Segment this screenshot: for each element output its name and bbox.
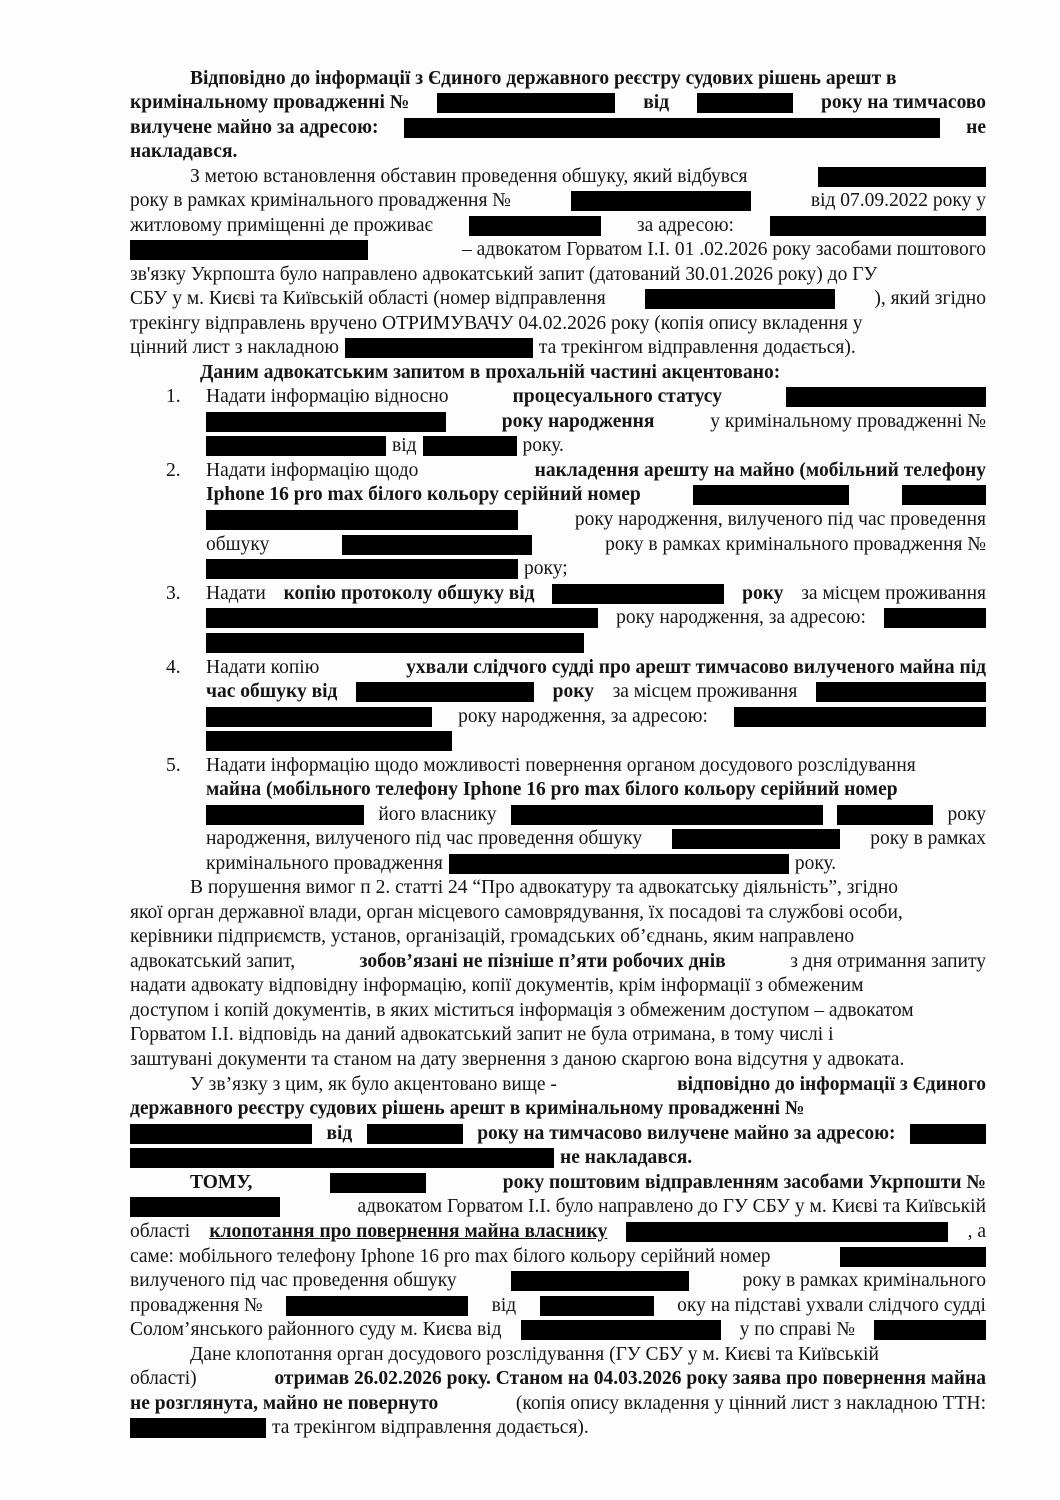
text: зв'язку Укрпошта було направлено адвокатський запит (датований 30.01.2026 року) до ГУ: [130, 264, 878, 285]
redaction-box: [818, 167, 986, 187]
p3-line-6: [130, 999, 986, 1023]
text: вилучене майно за адресою:: [130, 117, 379, 138]
redaction-box: [693, 485, 849, 505]
text: та трекінгом відправлення додається).: [272, 1417, 589, 1438]
text: не накладався.: [560, 1147, 693, 1168]
redaction-box: [910, 1124, 986, 1144]
text: від 07.09.2022 року у: [810, 190, 986, 211]
text: від: [491, 1295, 517, 1316]
redaction-box: [786, 387, 986, 407]
text: СБУ у м. Києві та Київській області (номер відправлення: [130, 288, 606, 309]
text: якої орган державної влади, орган місцевого самоврядування, їх посадові та службові особи,: [130, 902, 903, 923]
text: Солом’янського районного суду м. Києва від: [130, 1319, 502, 1340]
text: не: [966, 117, 986, 138]
text: Надати інформацію щодо можливості повернення органом досудового розслідування: [206, 755, 916, 776]
p3-line-4: [130, 950, 986, 974]
redaction-box: [286, 1296, 468, 1316]
item5-line-1: [206, 754, 986, 778]
redaction-box: [521, 1320, 721, 1340]
text: час обшуку від: [206, 681, 338, 702]
p3-line-8: [130, 1048, 986, 1072]
text: адвокатський запит,: [130, 951, 296, 972]
redaction-box: [423, 436, 517, 456]
item2-line-4: [206, 533, 986, 557]
text: провадження №: [130, 1295, 263, 1316]
text: обшуку: [206, 534, 270, 555]
text: року.: [522, 435, 564, 456]
text: відповідно до інформації з Єдиного: [677, 1074, 986, 1095]
redaction-box: [330, 1173, 426, 1193]
p2-line-3: [130, 214, 986, 238]
text: адвокатом Горватом І.І. було направлено до ГУ СБУ у м. Києві та Київській: [357, 1196, 986, 1217]
text: З метою встановлення обставин проведення обшуку, який відбувся: [190, 166, 748, 187]
text: за місцем проживання: [801, 583, 986, 604]
redaction-box: [449, 854, 789, 874]
request-heading: [200, 361, 1056, 385]
text: року: [947, 804, 986, 825]
redaction-box: [816, 682, 986, 702]
text: року в рамках кримінального провадження №: [605, 534, 986, 555]
item4-line-3: [206, 705, 986, 729]
redaction-box: [511, 1271, 689, 1291]
text: керівники підприємств, установ, організацій, громадських об’єднань, яким направлено: [130, 926, 855, 947]
text: року: [552, 681, 594, 702]
redaction-box: [404, 118, 940, 138]
redaction-box: [837, 805, 933, 825]
redaction-box: [206, 412, 446, 432]
text: оку на підставі ухвали слідчого судді: [677, 1295, 986, 1316]
item1-line-2: [206, 410, 986, 434]
p2-line-1: [190, 165, 986, 189]
p3-line-1: [190, 876, 986, 900]
redaction-box: [552, 584, 724, 604]
redaction-box: [356, 682, 534, 702]
text: його власнику: [378, 804, 497, 825]
text: Iphone 16 pro max білого кольору серійний номер: [206, 484, 641, 505]
item2-line-2: [206, 483, 986, 507]
item4-line-1: [206, 656, 986, 680]
text: від: [326, 1123, 353, 1144]
list-number: 3.: [166, 583, 181, 604]
redaction-box: [469, 216, 601, 236]
text: від: [392, 435, 417, 456]
item4-line-2: [206, 680, 986, 704]
redaction-box: [697, 93, 793, 113]
redaction-box: [571, 191, 751, 211]
text: області): [130, 1368, 197, 1389]
item5-line-2: [206, 778, 986, 802]
p2-line-5: [130, 263, 986, 287]
text: процесуального статусу: [512, 386, 722, 407]
p5-line-3: [130, 1220, 986, 1244]
redaction-box: [206, 633, 584, 653]
item5-line-3: [206, 803, 986, 827]
text: накладення арешту на майно (мобільний телефону: [534, 460, 986, 481]
text: області: [130, 1221, 191, 1242]
text: Надати: [206, 583, 266, 604]
redaction-box: [130, 1197, 280, 1217]
redaction-box: [511, 805, 823, 825]
text: року.: [794, 853, 837, 874]
item3-line-3: [206, 631, 986, 655]
redaction-box: [884, 608, 986, 628]
redaction-box: [626, 1222, 948, 1242]
p4-line-2: [130, 1097, 986, 1121]
p5-line-4: [130, 1245, 986, 1269]
text: майна (мобільного телефону Iphone 16 pro max білого кольору серійний номер: [206, 779, 898, 800]
text: не розглянута, майно не повернуто: [130, 1393, 439, 1414]
p5-line-6: [130, 1294, 986, 1318]
p3-line-3: [130, 925, 986, 949]
text: року народження, за адресою:: [616, 607, 866, 628]
p2-line-6: [130, 287, 986, 311]
redaction-box: [672, 829, 840, 849]
text: Відповідно до інформації з Єдиного державного реєстру судових рішень арешт в: [190, 68, 897, 89]
p2-line-8: [130, 336, 986, 360]
text: та трекінгом відправлення додається).: [538, 337, 856, 358]
p1-line-3: [130, 116, 986, 140]
text: Горватом І.І. відповідь на даний адвокатський запит не була отримана, в тому числі і: [130, 1024, 834, 1045]
text: – адвокатом Горватом І.І. 01 .02.2026 року засобами поштового: [462, 239, 986, 260]
text: (копія опису вкладення у цінний лист з накладною ТТН:: [515, 1393, 986, 1414]
p1-line-1: [190, 67, 986, 91]
text: за місцем проживання: [612, 681, 798, 702]
text: Надати інформацію щодо: [206, 460, 419, 481]
text: у кримінальному провадженні №: [710, 411, 986, 432]
redaction-box: [345, 338, 533, 358]
text: року поштовим відправленням засобами Укрпошти №: [502, 1172, 986, 1193]
text: Даним адвокатським запитом в прохальній частині акцентовано:: [200, 362, 781, 383]
text: державного реєстру судових рішень арешт в кримінальному провадженні №: [130, 1098, 805, 1119]
p6-line-3: [130, 1392, 986, 1416]
redaction-box: [206, 559, 518, 579]
p6-line-4: [130, 1416, 986, 1440]
text: року;: [524, 558, 568, 579]
redaction-box: [206, 731, 452, 751]
p1-line-2: [130, 91, 986, 115]
item1-line-3: [206, 434, 986, 458]
item1-line-1: [206, 385, 986, 409]
p5-line-1: [190, 1171, 986, 1195]
redaction-box: [206, 805, 364, 825]
redaction-box: [874, 1320, 986, 1340]
text: ухвали слідчого судді про арешт тимчасово вилученого майна під: [406, 657, 986, 678]
text: Надати копію: [206, 657, 320, 678]
text: заштувані документи та станом на дату звернення з даною скаргою вона відсутня у адвоката.: [130, 1049, 905, 1070]
item5-line-4: [206, 827, 986, 851]
p4-line-3: [130, 1122, 986, 1146]
text: від: [643, 92, 670, 113]
text: з дня отримання запиту: [790, 951, 986, 972]
text: ), який згідно: [874, 288, 986, 309]
text: за адресою:: [636, 215, 734, 236]
p2-line-4: [130, 238, 986, 262]
text: доступом і копій документів, в яких міститься інформація з обмеженим доступом – адвокатом: [130, 1000, 914, 1021]
text: року народження, за адресою:: [458, 706, 708, 727]
redaction-box: [734, 707, 986, 727]
redaction-box: [130, 1418, 266, 1438]
list-number: 2.: [166, 460, 181, 481]
item3-line-1: [206, 582, 986, 606]
redaction-box: [206, 707, 432, 727]
text: року на тимчасово вилучене майно за адресою:: [477, 1123, 896, 1144]
p2-line-2: [130, 189, 986, 213]
text: саме: мобільного телефону Iphone 16 pro max білого кольору серійний номер: [130, 1246, 771, 1267]
text: року в рамках кримінального провадження №: [130, 190, 511, 211]
p6-line-1: [190, 1343, 986, 1367]
redaction-box: [437, 93, 615, 113]
text: Надати інформацію відносно: [206, 386, 449, 407]
text: року народження: [501, 411, 655, 432]
p4-line-4: [130, 1146, 986, 1170]
p3-line-7: [130, 1023, 986, 1047]
text: вилученого під час проведення обшуку: [130, 1270, 457, 1291]
text: кримінальному провадженні №: [130, 92, 410, 113]
p5-line-2: [130, 1195, 986, 1219]
text: року: [742, 583, 784, 604]
p4-line-1: [190, 1073, 986, 1097]
text: надати адвокату відповідну інформацію, копії документів, крім інформації з обмеженим: [130, 975, 864, 996]
text: року в рамках кримінального: [742, 1270, 986, 1291]
redaction-box: [130, 240, 368, 260]
redaction-box: [130, 1124, 312, 1144]
text: ТОМУ,: [190, 1172, 253, 1193]
item4-line-4: [206, 729, 986, 753]
redaction-box: [770, 216, 986, 236]
redaction-box: [367, 1124, 463, 1144]
text: цінний лист з накладною: [130, 337, 339, 358]
p3-line-5: [130, 974, 986, 998]
p6-line-2: [130, 1367, 986, 1391]
text: у по справі №: [739, 1319, 855, 1340]
text: народження, вилученого під час проведення обшуку: [206, 828, 643, 849]
redaction-box: [840, 1247, 986, 1267]
p2-line-7: [130, 312, 986, 336]
text: накладався.: [130, 141, 238, 162]
text: В порушення вимог п 2. статті 24 “Про адвокатуру та адвокатську діяльність”, згідно: [190, 877, 898, 898]
text: кримінального провадження: [206, 853, 443, 874]
p5-line-7: [130, 1318, 986, 1342]
text: трекінгу відправлень вручено ОТРИМУВАЧУ 04.02.2026 року (копія опису вкладення у: [130, 313, 863, 334]
item2-line-1: [206, 459, 986, 483]
text: року в рамках: [870, 828, 986, 849]
text: року народження, вилученого під час проведення: [574, 509, 986, 530]
item5-line-5: [206, 852, 986, 876]
p3-line-2: [130, 901, 986, 925]
item2-line-5: [206, 557, 986, 581]
item3-line-2: [206, 606, 986, 630]
text: копію протоколу обшуку від: [283, 583, 535, 604]
list-number: 4.: [166, 657, 181, 678]
list-number: 5.: [166, 755, 181, 776]
redaction-box: [540, 1296, 654, 1316]
text: клопотання про повернення майна власнику: [209, 1221, 608, 1242]
text: , а: [967, 1221, 986, 1242]
redaction-box: [342, 535, 532, 555]
text: зобов’язані не пізніше п’яти робочих днів: [359, 951, 726, 972]
redaction-box: [130, 1148, 554, 1168]
p1-line-4: [130, 140, 986, 164]
redaction-box: [206, 436, 386, 456]
redaction-box: [645, 289, 835, 309]
redaction-box: [902, 485, 986, 505]
p5-line-5: [130, 1269, 986, 1293]
text: отримав 26.02.2026 року. Станом на 04.03.2026 року заява про повернення майна: [274, 1368, 986, 1389]
text: року на тимчасово: [821, 92, 986, 113]
text: житловому приміщенні де проживає: [130, 215, 433, 236]
redaction-box: [206, 510, 518, 530]
item2-line-3: [206, 508, 986, 532]
text: У зв’язку з цим, як було акцентовано вище -: [190, 1074, 557, 1095]
list-number: 1.: [166, 386, 181, 407]
text: Дане клопотання орган досудового розслідування (ГУ СБУ у м. Києві та Київській: [190, 1344, 879, 1365]
redaction-box: [206, 608, 598, 628]
